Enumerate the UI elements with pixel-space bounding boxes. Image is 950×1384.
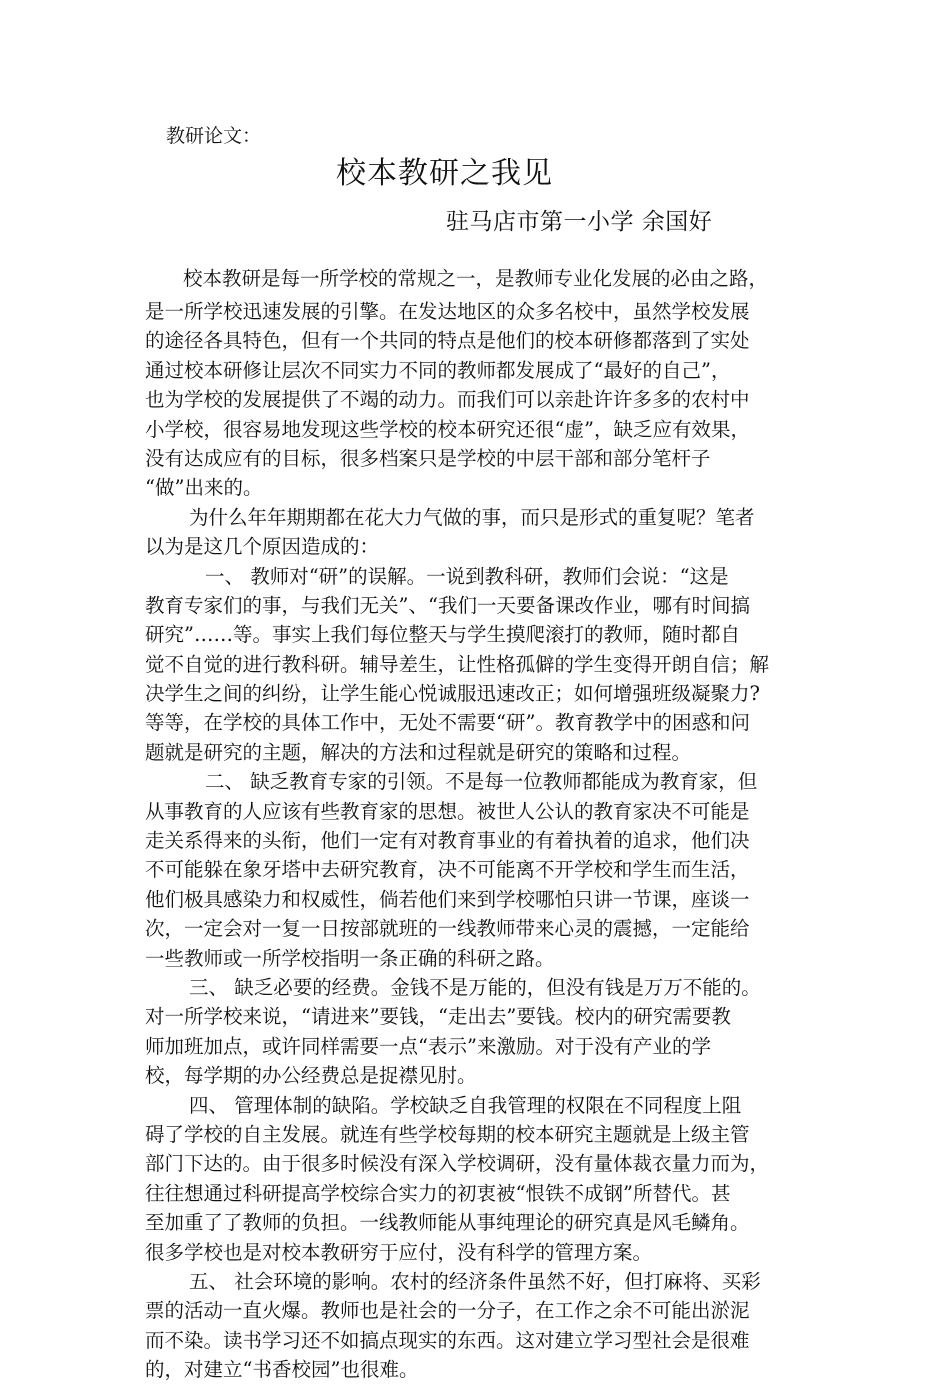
paragraph-line: 四、 管理体制的缺陷。学校缺乏自我管理的权限在不同程度上阻 [189,1093,742,1117]
paragraph-line: 从事教育的人应该有些教育家的思想。被世人公认的教育家决不可能是 [145,799,750,823]
paragraph-line: 题就是研究的主题，解决的方法和过程就是研究的策略和过程。 [145,740,692,764]
paragraph-line: 教育专家们的事，与我们无关”、“我们一天要备课改作业，哪有时间搞 [145,593,750,617]
paragraph-line: 决学生之间的纠纷，让学生能心悦诚服迅速改正；如何增强班级凝聚力? [145,682,760,706]
paragraph-line: 为什么年年期期都在花大力气做的事，而只是形式的重复呢？笔者 [189,505,755,529]
paragraph-line: 往往想通过科研提高学校综合实力的初衷被“恨铁不成钢”所替代。甚 [145,1181,731,1205]
paragraph-line: 很多学校也是对校本教研穷于应付，没有科学的管理方案。 [145,1240,653,1264]
paragraph-line: 觉不自觉的进行教科研。辅导差生，让性格孤僻的学生变得开朗自信；解 [145,652,770,676]
paragraph-line: 的，对建立“书香校园”也很难。 [145,1358,419,1382]
paragraph-line: 碍了学校的自主发展。就连有些学校每期的校本研究主题就是上级主管 [145,1122,750,1146]
paragraph-line: 以为是这几个原因造成的： [145,535,380,559]
paragraph-line: 票的活动一直火爆。教师也是社会的一分子，在工作之余不可能出淤泥 [145,1299,750,1323]
paragraph-line: 没有达成应有的目标，很多档案只是学校的中层干部和部分笔杆子 [145,446,711,470]
paragraph-line: 不可能躲在象牙塔中去研究教育，决不可能离不开学校和学生而生活， [145,858,750,882]
document-body [145,260,810,1384]
paragraph-line: 部门下达的。由于很多时候没有深入学校调研，没有量体裁衣量力而为， [145,1152,770,1176]
paragraph-line: “做”出来的。 [145,476,263,500]
paragraph-line: 通过校本研修让层次不同实力不同的教师都发展成了“最好的自己”， [145,358,731,382]
paragraph-line: 而不染。读书学习还不如搞点现实的东西。这对建立学习型社会是很难 [145,1328,750,1352]
paragraph-line: 一些教师或一所学校指明一条正确的科研之路。 [145,946,555,970]
paragraph-line: 校，每学期的办公经费总是捉襟见肘。 [145,1064,477,1088]
paragraph-line: 的途径各具特色，但有一个共同的特点是他们的校本研修都落到了实处 [145,329,750,353]
paragraph-line: 是一所学校迅速发展的引擎。在发达地区的众多名校中，虽然学校发展 [145,300,750,323]
paragraph-line: 次，一定会对一复一日按部就班的一线教师带来心灵的震撼，一定能给 [145,917,750,941]
paragraph-line: 研究”……等。事实上我们每位整天与学生摸爬滚打的教师，随时都自 [145,623,740,647]
paragraph-line: 校本教研是每一所学校的常规之一，是教师专业化发展的必由之路， [183,267,769,290]
paragraph-line: 一、 教师对“研”的误解。一说到教科研，教师们会说：“这是 [205,564,729,588]
paragraph-line: 走关系得来的头衔，他们一定有对教育事业的有着执着的追求，他们决 [145,829,750,853]
paragraph-line: 至加重了了教师的负担。一线教师能从事纯理论的研究真是风毛鳞角。 [145,1211,750,1235]
paragraph-line: 小学校，很容易地发现这些学校的校本研究还很“虚”，缺乏应有效果， [145,417,750,441]
paragraph-line: 二、 缺乏教育专家的引领。不是每一位教师都能成为教育家，但 [205,770,758,794]
document-kicker: 教研论文： [166,125,262,147]
paragraph-line: 他们极具感染力和权威性，倘若他们来到学校哪怕只讲一节课，座谈一 [145,887,750,911]
paragraph-line: 对一所学校来说，“请进来”要钱，“走出去”要钱。校内的研究需要教 [145,1005,731,1029]
paragraph-line: 三、 缺乏必要的经费。金钱不是万能的，但没有钱是万万不能的。 [189,975,761,999]
document-title: 校本教研之我见 [336,156,553,191]
paragraph-line: 五、 社会环境的影响。农村的经济条件虽然不好，但打麻将、买彩 [189,1269,761,1293]
paragraph-line: 等等，在学校的具体工作中，无处不需要“研”。教育教学中的困惑和问 [145,711,750,735]
paragraph-line: 也为学校的发展提供了不竭的动力。而我们可以亲赴许许多多的农村中 [145,388,750,412]
document-author: 驻马店市第一小学 余国好 [446,209,713,235]
paragraph-line: 师加班加点，或许同样需要一点“表示”来激励。对于没有产业的学 [145,1034,711,1058]
